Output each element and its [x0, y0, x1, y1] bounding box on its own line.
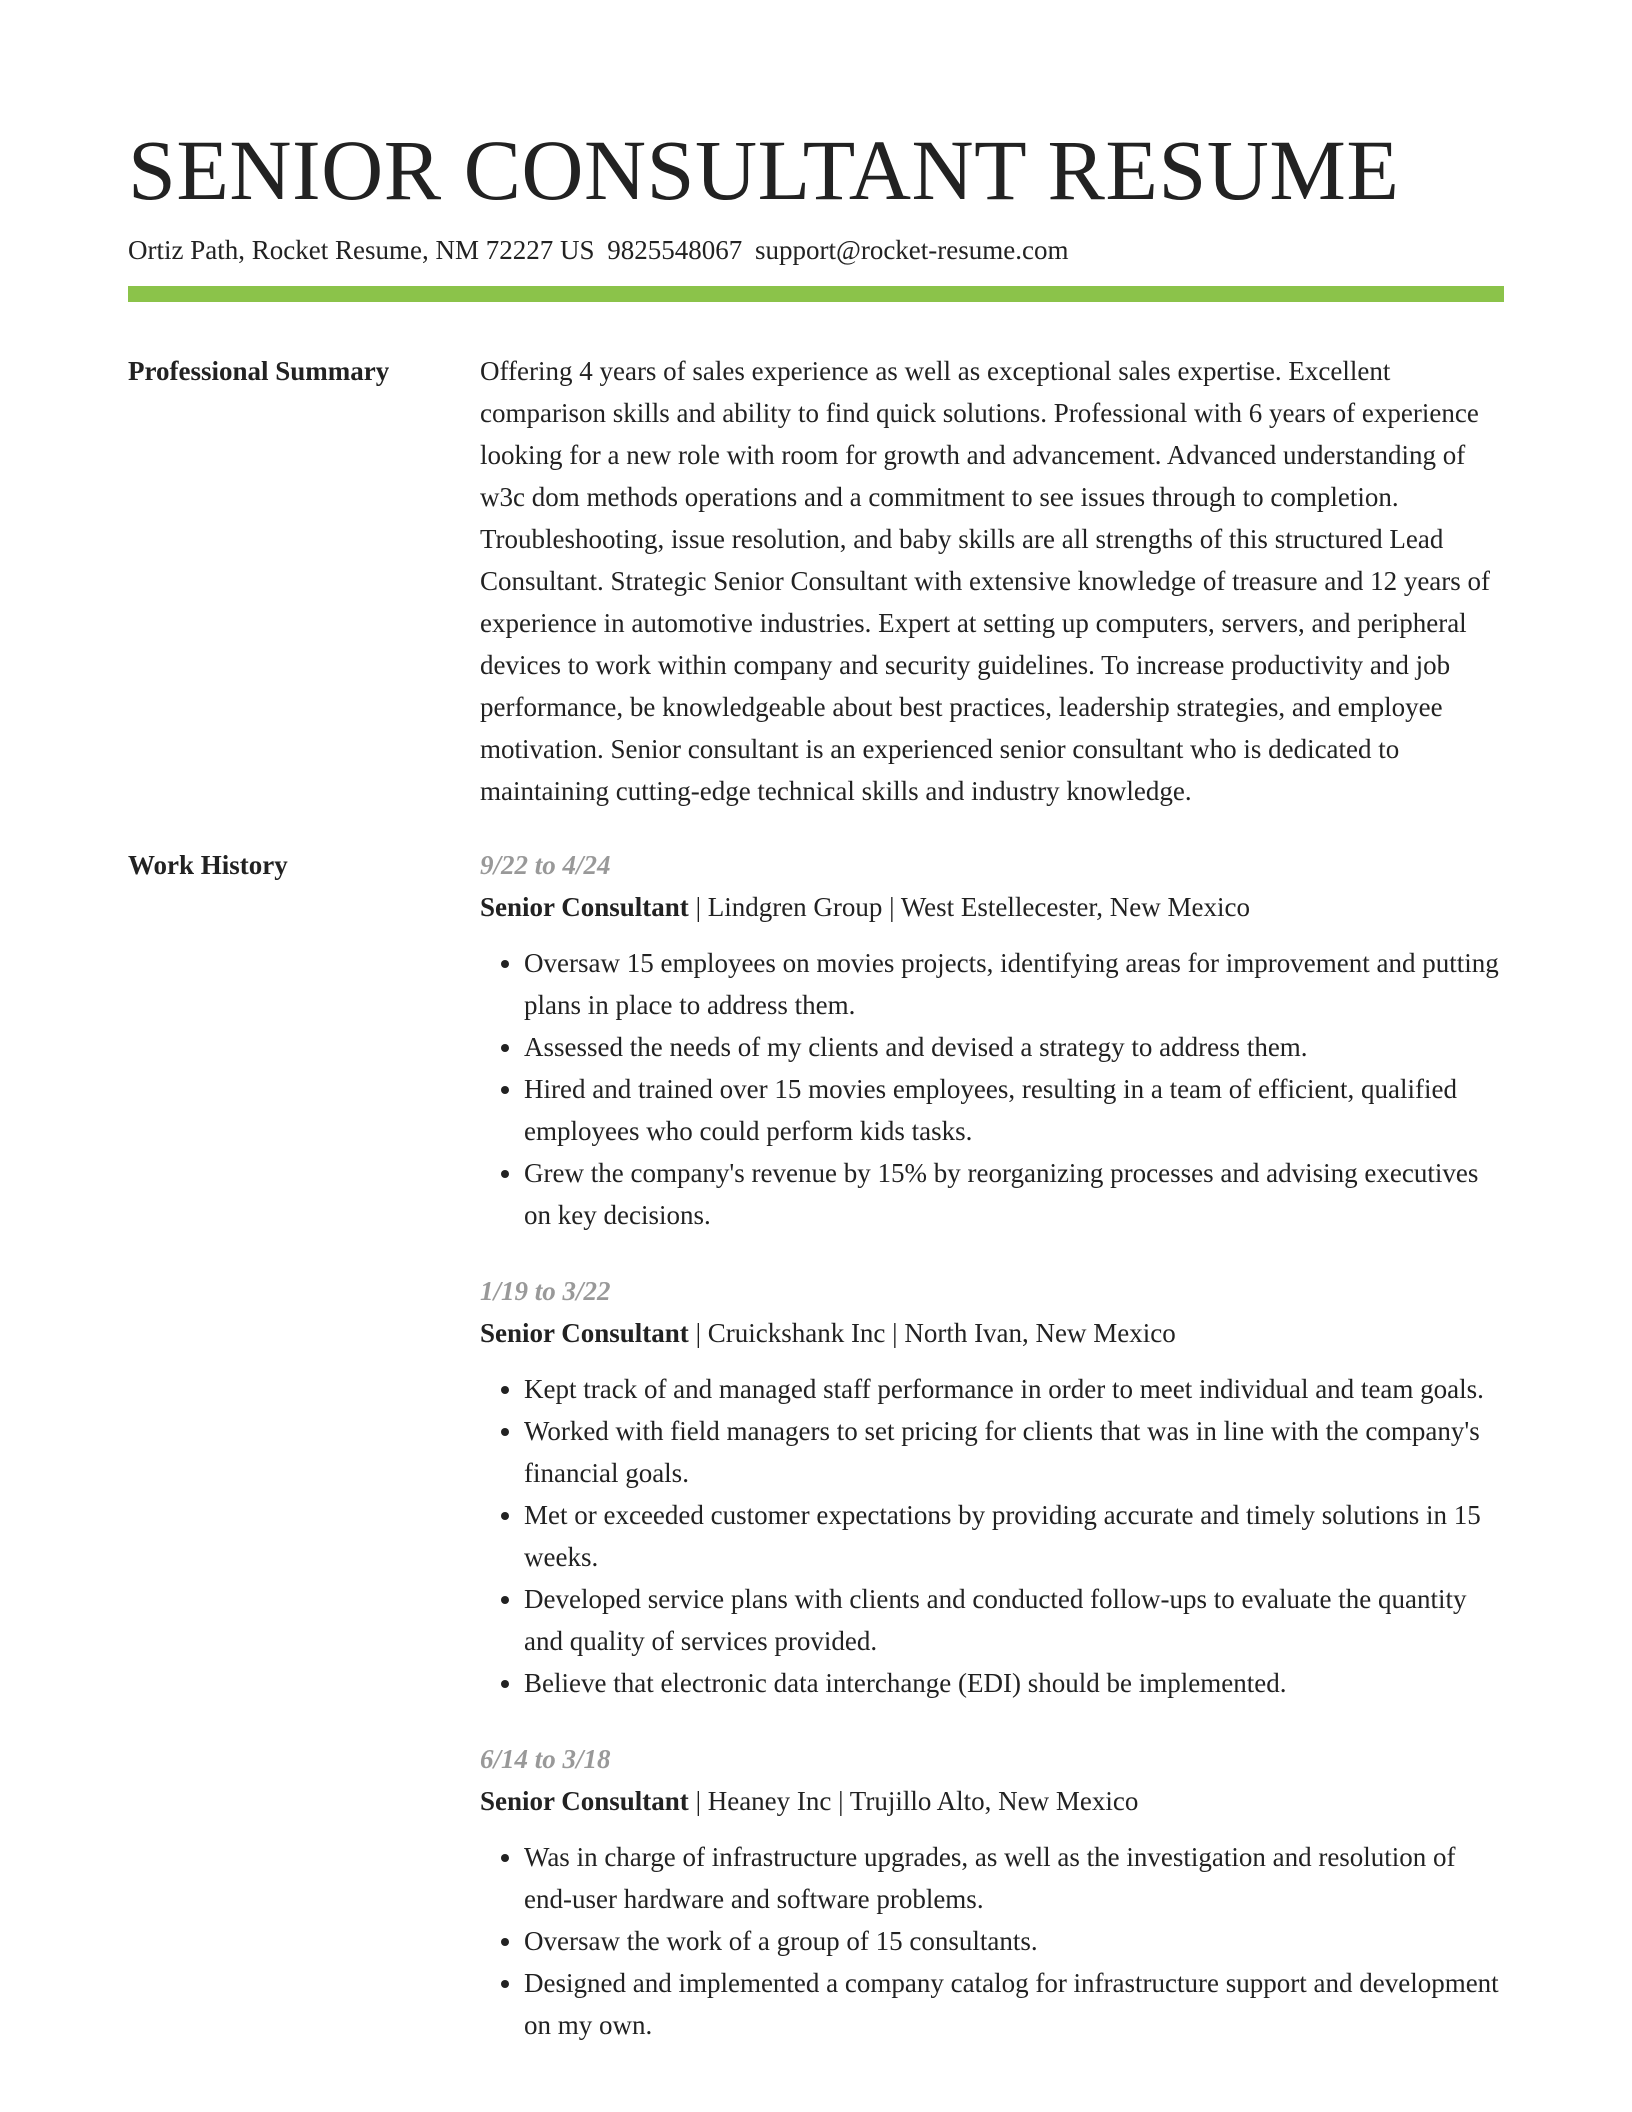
section-label-work-history: Work History — [128, 850, 288, 880]
contact-line — [128, 232, 1504, 268]
job-heading — [480, 1312, 1504, 1354]
contact-phone: 9825548067 — [607, 235, 743, 265]
job-bullet: • Assessed the needs of my clients and devised a strategy to address them. — [524, 1026, 1504, 1068]
job-bullet-list — [480, 942, 1504, 1236]
job-bullet: • Kept track of and managed staff performance in order to meet individual and team goals. — [524, 1368, 1504, 1410]
job-title: Senior Consultant — [480, 892, 689, 922]
job-bullet: • Developed service plans with clients and conducted follow-ups to evaluate the quantity and quality of services provided. — [524, 1578, 1504, 1662]
job-bullet: • Was in charge of infrastructure upgrades, as well as the investigation and resolution of end-user hardware and software problems. — [524, 1836, 1504, 1920]
job-bullet-list — [480, 1836, 1504, 2046]
job-bullet: • Believe that electronic data interchange (EDI) should be implemented. — [524, 1662, 1504, 1704]
resume-title: SENIOR CONSULTANT RESUME — [128, 122, 1400, 218]
job-bullet: • Hired and trained over 15 movies employees, resulting in a team of efficient, qualified employees who could perform kids tasks. — [524, 1068, 1504, 1152]
job-entry — [480, 844, 1504, 1236]
job-title: Senior Consultant — [480, 1786, 689, 1816]
job-bullet: • Grew the company's revenue by 15% by reorganizing processes and advising executives on key decisions. — [524, 1152, 1504, 1236]
job-entry — [480, 1270, 1504, 1704]
job-heading — [480, 886, 1504, 928]
job-bullet-list — [480, 1368, 1504, 1704]
work-history-body — [480, 844, 1504, 2046]
work-history-section — [128, 846, 1504, 2046]
job-details: | Cruickshank Inc | North Ivan, New Mexico — [688, 1318, 1176, 1348]
job-details: | Heaney Inc | Trujillo Alto, New Mexico — [688, 1786, 1139, 1816]
professional-summary-section — [128, 352, 1504, 812]
job-dates: 1/19 to 3/22 — [480, 1276, 611, 1306]
job-bullet: • Designed and implemented a company catalog for infrastructure support and development on my own. — [524, 1962, 1504, 2046]
summary-body — [480, 350, 1504, 812]
job-title: Senior Consultant — [480, 1318, 689, 1348]
job-entry — [480, 1738, 1504, 2046]
job-dates: 6/14 to 3/18 — [480, 1744, 611, 1774]
job-bullet: • Oversaw the work of a group of 15 consultants. — [524, 1920, 1504, 1962]
contact-address: Ortiz Path, Rocket Resume, NM 72227 US — [128, 235, 595, 265]
contact-email: support@rocket-resume.com — [754, 235, 1069, 265]
job-details: | Lindgren Group | West Estellecester, New Mexico — [688, 892, 1250, 922]
job-dates: 9/22 to 4/24 — [480, 850, 611, 880]
accent-divider — [128, 286, 1504, 302]
job-bullet: • Met or exceeded customer expectations by providing accurate and timely solutions in 15 weeks. — [524, 1494, 1504, 1578]
summary-text: Offering 4 years of sales experience as well as exceptional sales expertise. Excellent comparison skills and ability to find quick solutions. Professional with 6 years of experience looking for a new role with room for growth and advancement. Advanced understanding of w3c dom methods operations and a commitment to see issues through to completion. Troubleshooting, issue resolution, and baby skills are all strengths of this structured Lead Consultant. Strategic Senior Consultant with extensive knowledge of treasure and 12 years of experience in automotive industries. Expert at setting up computers, servers, and peripheral devices to work within company and security guidelines. To increase productivity and job performance, be knowledgeable about best practices, leadership strategies, and employee motivation. Senior consultant is an experienced senior consultant who is dedicated to maintaining cutting-edge technical skills and industry knowledge. — [480, 356, 1491, 806]
section-label-summary: Professional Summary — [128, 356, 390, 386]
job-bullet: • Oversaw 15 employees on movies projects, identifying areas for improvement and putting plans in place to address them. — [524, 942, 1504, 1026]
job-heading — [480, 1780, 1504, 1822]
job-bullet: • Worked with field managers to set pricing for clients that was in line with the company's financial goals. — [524, 1410, 1504, 1494]
